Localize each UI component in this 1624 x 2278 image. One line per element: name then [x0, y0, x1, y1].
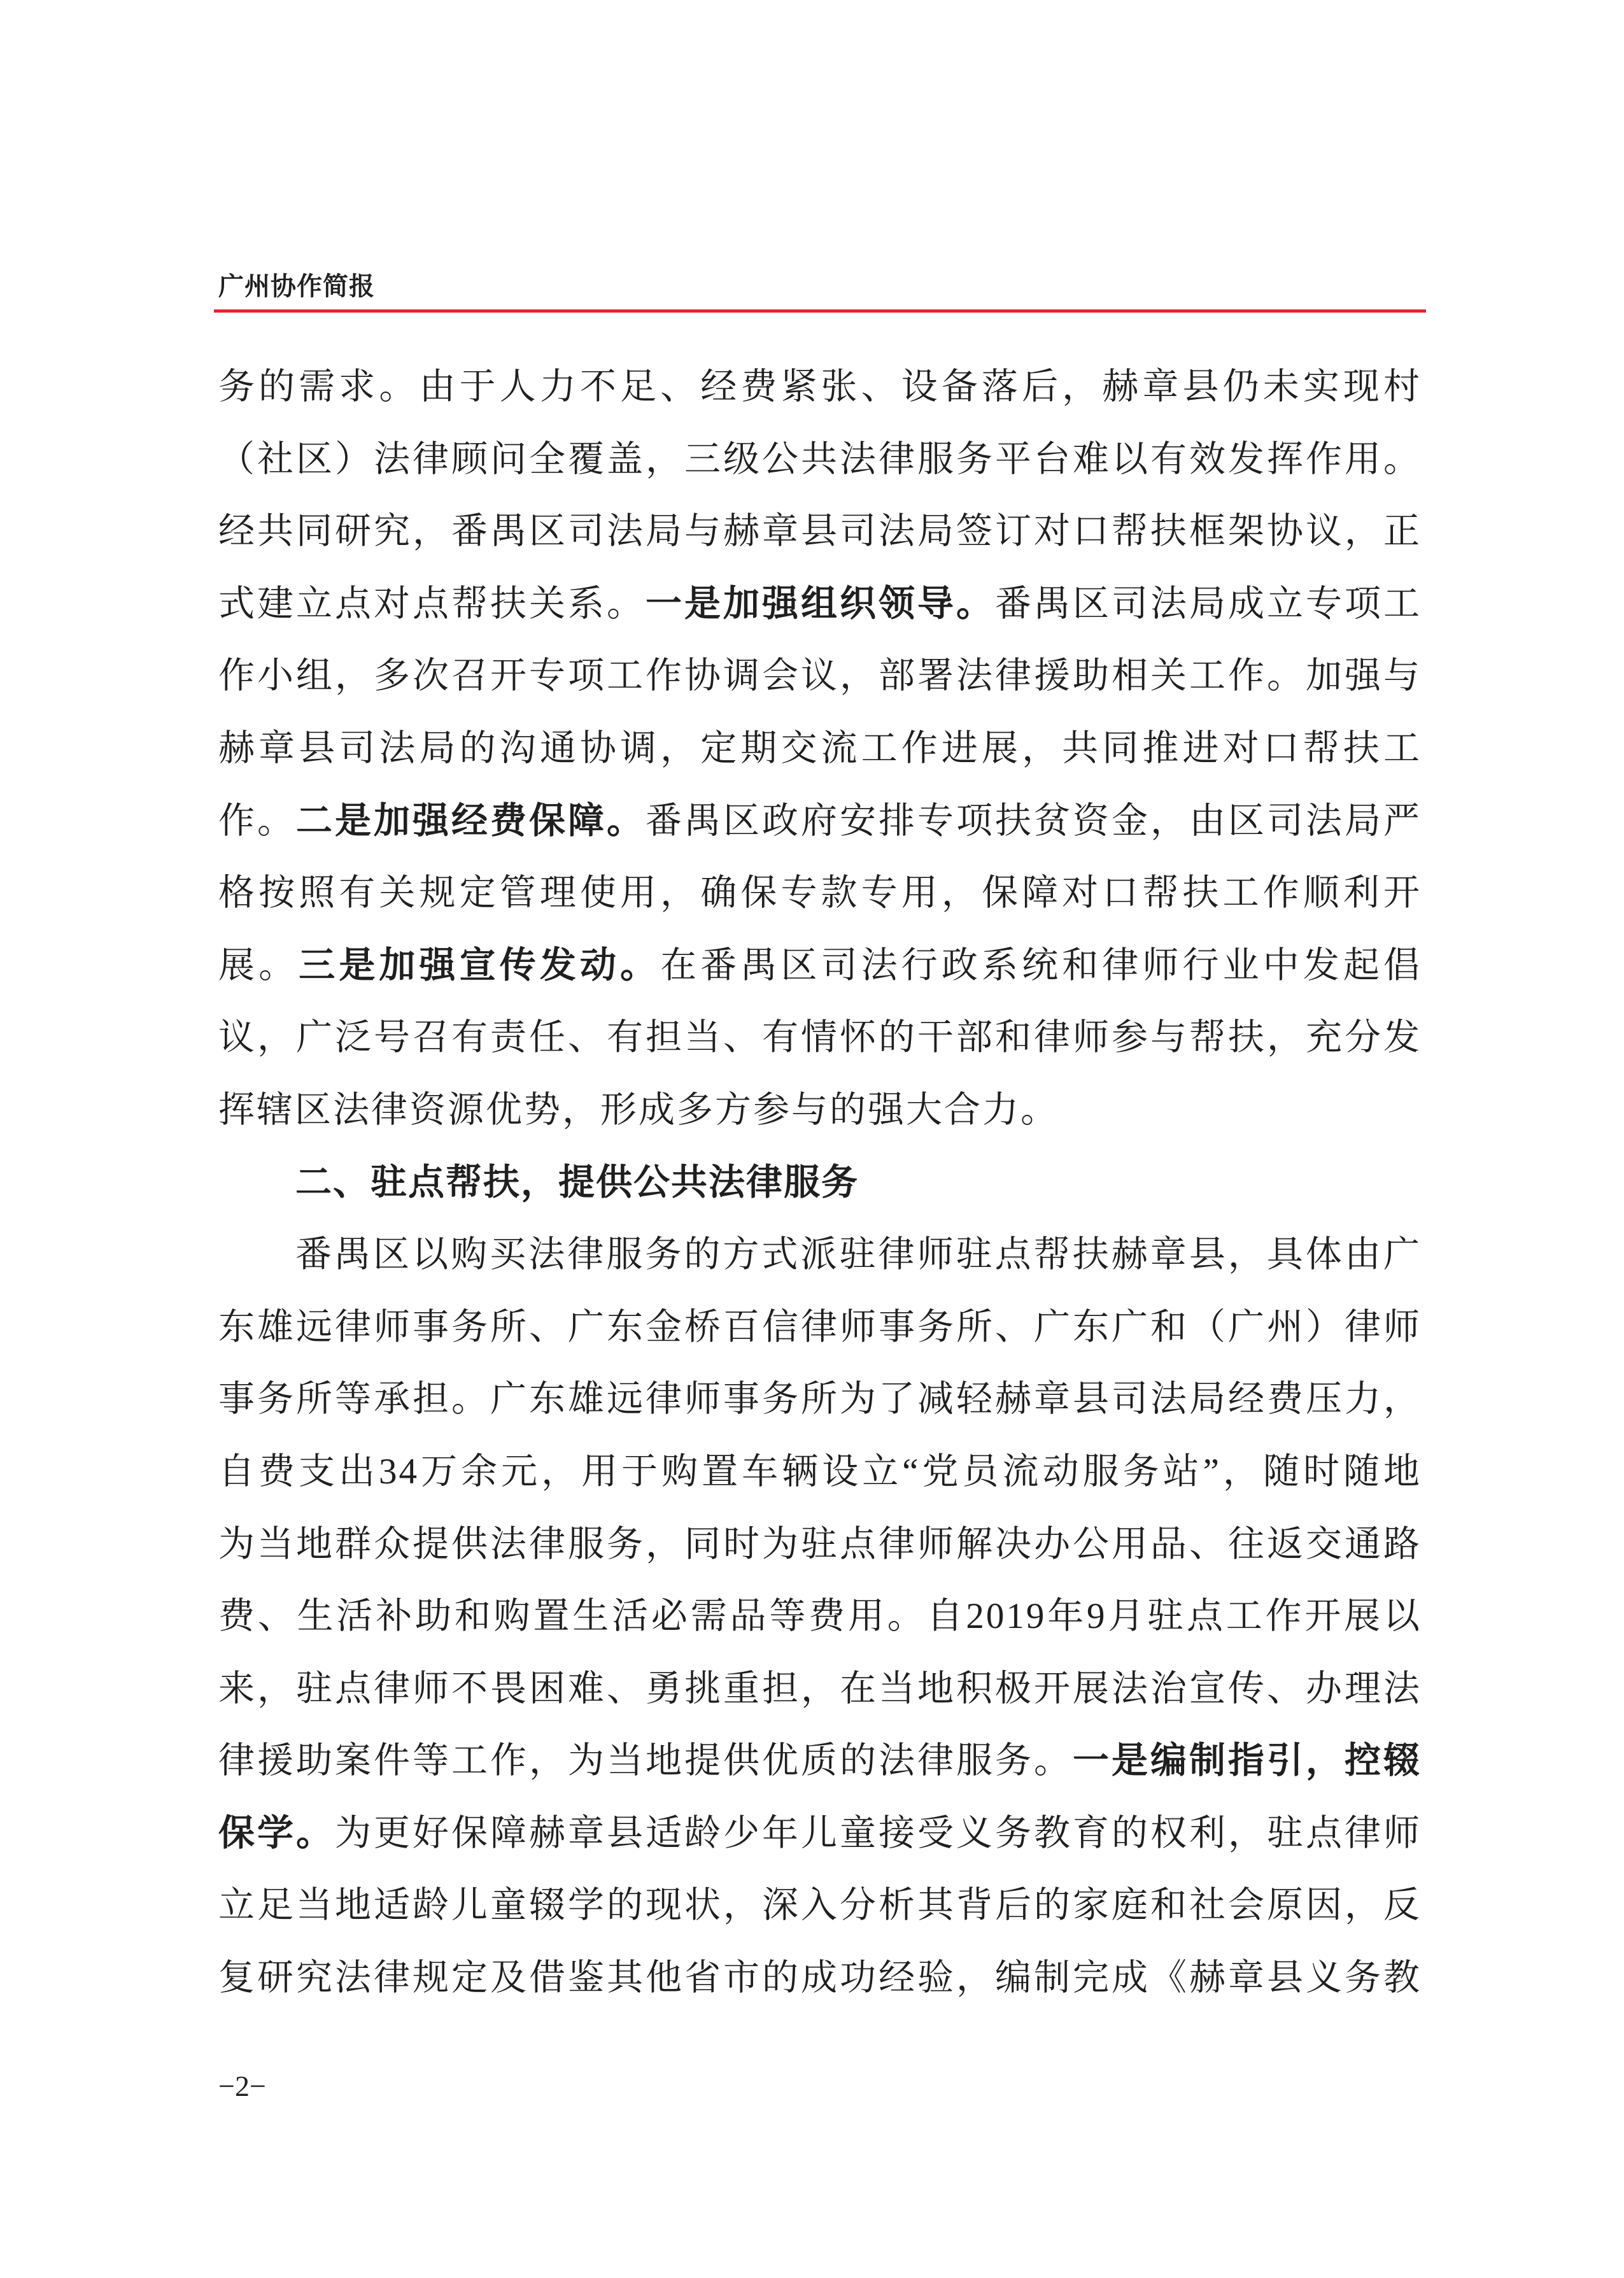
text-line — [218, 1436, 1422, 1508]
text-segment: 格按照有关规定管理使用，确保专款专用，保障对口帮扶工作顺利开 — [218, 873, 1422, 914]
text-line — [218, 1219, 1422, 1291]
text-line — [218, 1653, 1422, 1725]
text-line — [218, 1074, 1422, 1147]
text-segment: 在番禺区司法行政系统和律师行业中发起倡 — [660, 945, 1422, 986]
text-segment: 经共同研究，番禺区司法局与赫章县司法局签订对口帮扶框架协议，正 — [218, 511, 1422, 552]
text-line — [218, 1797, 1422, 1870]
text-segment: 番禺区政府安排专项扶贫资金，由区司法局严 — [646, 800, 1422, 841]
text-segment: 务的需求。由于人力不足、经费紧张、设备落后，赫章县仍未实现村 — [218, 367, 1422, 407]
text-segment: 东雄远律师事务所、广东金桥百信律师事务所、广东广和（广州）律师 — [218, 1306, 1422, 1347]
text-segment: 费、生活补助和购置生活必需品等费用。自2019年9月驻点工作开展以 — [218, 1596, 1422, 1637]
text-segment: 式建立点对点帮扶关系。 — [218, 583, 646, 624]
text-line — [218, 568, 1422, 640]
bold-lead-phrase: 二是加强经费保障。 — [296, 800, 646, 841]
text-segment: （社区）法律顾问全覆盖，三级公共法律服务平台难以有效发挥作用。 — [218, 439, 1422, 479]
text-segment: 作小组，多次召开专项工作协调会议，部署法律援助相关工作。加强与 — [218, 656, 1422, 697]
text-line — [218, 1508, 1422, 1581]
text-line — [218, 640, 1422, 712]
text-line — [218, 423, 1422, 496]
bold-lead-phrase: 保学。 — [218, 1813, 335, 1853]
text-segment: 挥辖区法律资源优势，形成多方参与的强大合力。 — [218, 1089, 1059, 1130]
document-body — [218, 351, 1422, 2014]
text-line — [218, 712, 1422, 785]
text-line — [218, 1291, 1422, 1364]
text-segment: 自费支出34万余元，用于购置车辆设立“党员流动服务站”，随时随地 — [218, 1451, 1422, 1492]
text-line — [218, 785, 1422, 858]
text-segment: 为当地群众提供法律服务，同时为驻点律师解决办公用品、往返交通路 — [218, 1524, 1422, 1564]
text-line — [218, 1942, 1422, 2014]
bold-lead-phrase: 一是编制指引，控辍 — [1073, 1741, 1422, 1781]
text-line — [218, 495, 1422, 568]
header-red-rule — [214, 309, 1426, 313]
text-line — [218, 351, 1422, 423]
text-line — [218, 930, 1422, 1002]
text-line — [218, 1725, 1422, 1797]
text-segment: 为更好保障赫章县适龄少年儿童接受义务教育的权利，驻点律师 — [335, 1813, 1422, 1853]
text-segment: 展。 — [218, 945, 299, 986]
bold-lead-phrase: 三是加强宣传发动。 — [299, 945, 661, 986]
text-line — [218, 857, 1422, 930]
text-segment: 番禺区司法局成立专项工 — [995, 583, 1422, 624]
text-segment: 番禺区以购买法律服务的方式派驻律师驻点帮扶赫章县，具体由广 — [295, 1235, 1422, 1275]
text-line — [218, 1580, 1422, 1653]
text-segment: 律援助案件等工作，为当地提供优质的法律服务。 — [218, 1741, 1073, 1781]
text-segment: 赫章县司法局的沟通协调，定期交流工作进展，共同推进对口帮扶工 — [218, 728, 1422, 768]
text-segment: 来，驻点律师不畏困难、勇挑重担，在当地积极开展法治宣传、办理法 — [218, 1668, 1422, 1709]
text-line — [218, 1363, 1422, 1436]
text-segment: 复研究法律规定及借鉴其他省市的成功经验，编制完成《赫章县义务教 — [218, 1958, 1422, 1999]
text-line — [218, 1001, 1422, 1074]
running-header-title: 广州协作简报 — [218, 272, 375, 301]
bold-lead-phrase: 一是加强组织领导。 — [646, 583, 995, 624]
text-segment: 立足当地适龄儿童辍学的现状，深入分析其背后的家庭和社会原因，反 — [218, 1885, 1422, 1926]
text-segment: 议，广泛号召有责任、有担当、有情怀的干部和律师参与帮扶，充分发 — [218, 1017, 1422, 1058]
text-line — [218, 1869, 1422, 1942]
page-number: −2− — [218, 2070, 266, 2102]
text-segment: 作。 — [218, 800, 296, 841]
text-segment: 事务所等承担。广东雄远律师事务所为了减轻赫章县司法局经费压力， — [218, 1379, 1422, 1420]
section-heading: 二、驻点帮扶，提供公共法律服务 — [295, 1161, 859, 1203]
